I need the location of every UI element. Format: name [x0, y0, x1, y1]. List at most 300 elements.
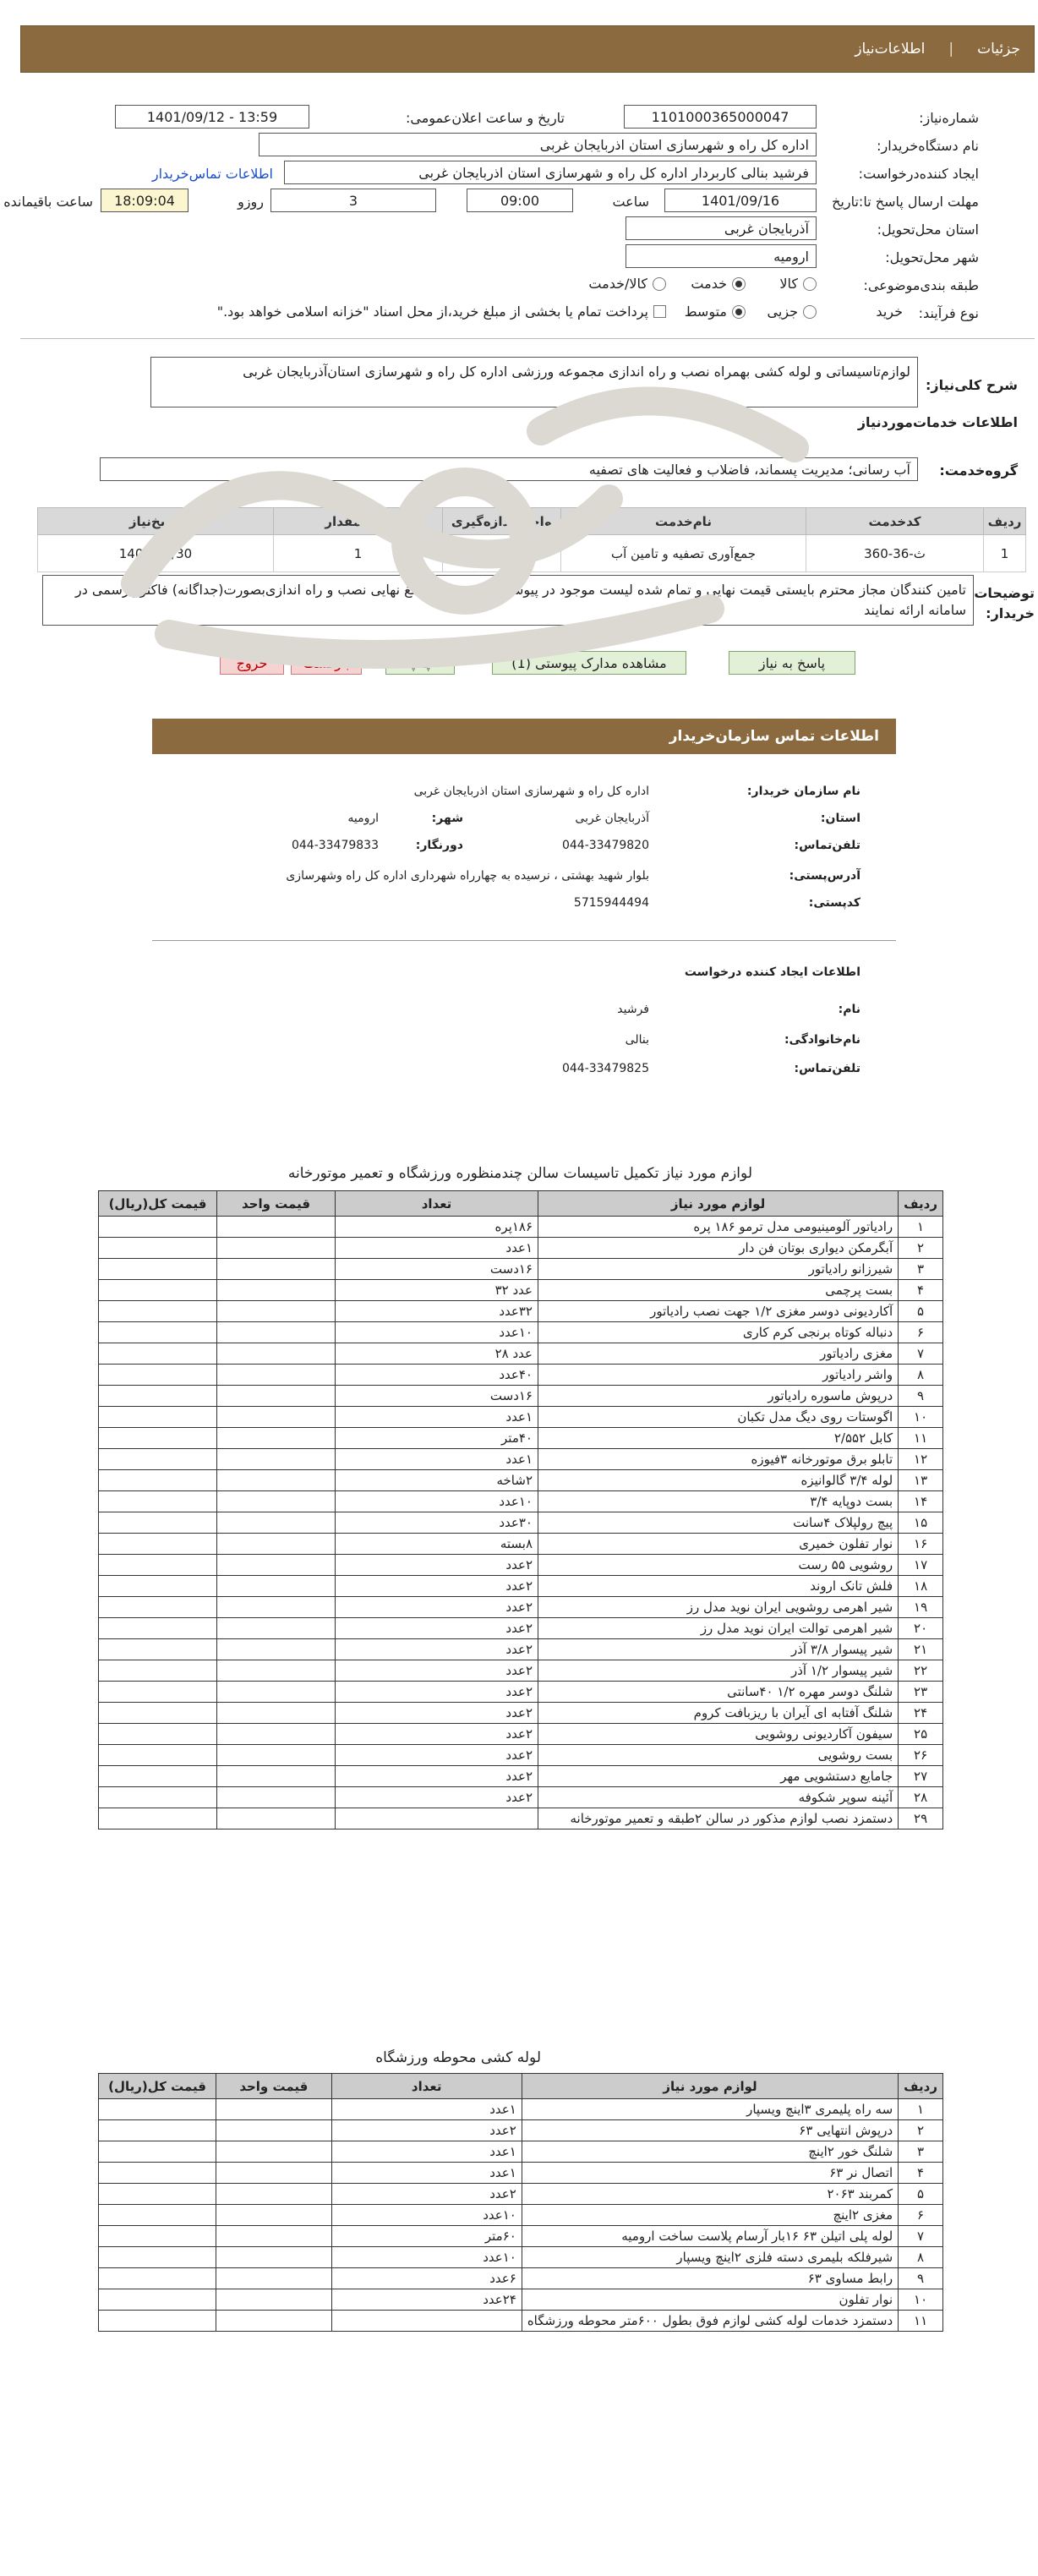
- cell-unit: پروژه: [443, 535, 561, 572]
- cell-need-date: 1401/09/30: [38, 535, 274, 572]
- sheet2-row: [99, 2163, 943, 2184]
- sheet1-cell-row-number: ۱۲: [899, 1449, 943, 1470]
- sheet1-cell-item: بست پرچمی: [538, 1280, 899, 1301]
- sheet1-cell-total-price: [99, 1449, 217, 1470]
- sheet2-cell-total-price: [99, 2205, 216, 2226]
- sheet1-cell-quantity: ۲عدد: [336, 1787, 538, 1808]
- sheet1-cell-row-number: ۲۵: [899, 1724, 943, 1745]
- sheet1-cell-row-number: ۱۳: [899, 1470, 943, 1491]
- radio-medium[interactable]: [732, 305, 746, 319]
- sheet1-cell-total-price: [99, 1217, 217, 1238]
- sheet1-cell-unit-price: [217, 1703, 336, 1724]
- sheet1-cell-item: سیفون آکاردیونی روشویی: [538, 1724, 899, 1745]
- sheet1-cell-item: روشویی ۵۵ رست: [538, 1555, 899, 1576]
- sheet1-cell-item: شیرزانو رادیاتور: [538, 1259, 899, 1280]
- sheet2-cell-item: شیرفلکه بلیمری دسته فلزی ۲اینچ ویسپار: [522, 2247, 898, 2268]
- sheet1-row: [99, 1703, 943, 1724]
- remaining-label: ساعت باقیمانده: [3, 194, 93, 210]
- services-heading: اطلاعات خدمات‌موردنیاز: [857, 414, 1018, 430]
- sheet1-cell-unit-price: [217, 1428, 336, 1449]
- sheet1-row: [99, 1386, 943, 1407]
- sheet1-cell-quantity: ۳۲عدد: [336, 1301, 538, 1322]
- sheet1-cell-total-price: [99, 1386, 217, 1407]
- sheet1-row: [99, 1639, 943, 1660]
- sheet2-cell-quantity: ۱عدد: [331, 2163, 522, 2184]
- sheet1-cell-unit-price: [217, 1322, 336, 1343]
- sheet1-cell-row-number: ۷: [899, 1343, 943, 1365]
- sheet1-cell-quantity: ۲عدد: [336, 1618, 538, 1639]
- sheet1-cell-row-number: ۱۸: [899, 1576, 943, 1597]
- sheet1-cell-unit-price: [217, 1534, 336, 1555]
- sheet1-cell-unit-price: [217, 1576, 336, 1597]
- top-nav-bar: [20, 25, 1035, 73]
- sheet2-row: [99, 2099, 943, 2120]
- buyer-field: اداره کل راه و شهرسازی استان اذربایجان غربی: [259, 133, 817, 156]
- sheet2-cell-row-number: ۲: [899, 2120, 943, 2141]
- contact-address-value: بلوار شهید بهشتی ، نرسیده به چهارراه شهرداری اداره کل راه وشهرسازی: [286, 869, 649, 883]
- sheet2-row: [99, 2247, 943, 2268]
- category-label: طبقه بندی‌موضوعی:: [863, 277, 979, 293]
- notes-text: تامین کنندگان مجاز محترم بایستی قیمت نهایی و تمام شده لیست موجود در پیوست را به همراه مبلغ نهایی نصب و راه اندازی‌بصورت(جداگانه) فاکتور رسمی در سامانه ارائه نمایند: [42, 575, 974, 626]
- sheet1-cell-item: آئینه سوپر شکوفه: [538, 1787, 899, 1808]
- province-label: استان محل‌تحویل:: [877, 222, 979, 238]
- sheet2-cell-row-number: ۱۰: [899, 2289, 943, 2311]
- radio-minor[interactable]: [803, 305, 817, 319]
- sheet1-cell-row-number: ۱۵: [899, 1512, 943, 1534]
- sheet1-row: [99, 1217, 943, 1238]
- sheet1-cell-total-price: [99, 1407, 217, 1428]
- contact-phone-value: 044-33479820: [561, 839, 649, 852]
- sheet1-cell-quantity: ۲عدد: [336, 1724, 538, 1745]
- col-row: ردیف: [984, 508, 1026, 535]
- sheet1-cell-row-number: ۱۰: [899, 1407, 943, 1428]
- announce-date-field: 1401/09/12 - 13:59: [115, 105, 309, 129]
- sheet2-cell-row-number: ۹: [899, 2268, 943, 2289]
- days-label: روزو: [238, 194, 264, 210]
- table-row[interactable]: [38, 535, 1026, 572]
- sheet1-cell-row-number: ۴: [899, 1280, 943, 1301]
- sheet1-cell-row-number: ۲۳: [899, 1682, 943, 1703]
- sheet1-cell-unit-price: [217, 1682, 336, 1703]
- requester-heading: اطلاعات ایجاد کننده درخواست: [684, 965, 860, 979]
- sheet1-cell-unit-price: [217, 1449, 336, 1470]
- sheet1-cell-total-price: [99, 1682, 217, 1703]
- summary-text: لوازم‌تاسیساتی و لوله کشی بهمراه نصب و راه اندازی مجموعه ورزشی اداره کل راه و شهرسازی استان‌آذربایجان غربی: [150, 357, 918, 407]
- sheet1-cell-unit-price: [217, 1491, 336, 1512]
- sheet1-cell-item: دنباله کوتاه برنجی کرم کاری: [538, 1322, 899, 1343]
- sheet1-cell-quantity: ۱۰عدد: [336, 1322, 538, 1343]
- sheet2-cell-row-number: ۳: [899, 2141, 943, 2163]
- sheet1-row: [99, 1512, 943, 1534]
- sheet1-cell-item: شیر پیسوار ۱/۲ آذر: [538, 1660, 899, 1682]
- sheet2-cell-total-price: [99, 2099, 216, 2120]
- sheet1-row: [99, 1407, 943, 1428]
- sheet1-cell-row-number: ۹: [899, 1386, 943, 1407]
- sheet1-cell-total-price: [99, 1639, 217, 1660]
- sheet2-cell-total-price: [99, 2184, 216, 2205]
- need-number-field: 1101000365000047: [624, 105, 817, 129]
- sheet1-cell-quantity: عدد ۳۲: [336, 1280, 538, 1301]
- sheet2-cell-unit-price: [216, 2141, 331, 2163]
- sheet2-row: [99, 2184, 943, 2205]
- service-group-field: آب رسانی؛ مدیریت پسماند، فاضلاب و فعالیت های تصفیه: [100, 457, 918, 481]
- sheet1-cell-quantity: ۴۰عدد: [336, 1365, 538, 1386]
- contact-city-value: ارومیه: [347, 812, 379, 825]
- category-option-goods[interactable]: کالا: [779, 276, 817, 292]
- sheet1-col-unit-price: قیمت واحد: [217, 1191, 336, 1217]
- sheet1-row: [99, 1343, 943, 1365]
- sheet2-cell-total-price: [99, 2268, 216, 2289]
- process-label: نوع فرآیند:: [918, 305, 979, 321]
- sheet1-cell-item: بست دوپایه ۳/۴: [538, 1491, 899, 1512]
- sheet1-row: [99, 1470, 943, 1491]
- sheet1-cell-quantity: ۱۶دست: [336, 1259, 538, 1280]
- sheet1-cell-row-number: ۲۸: [899, 1787, 943, 1808]
- sheet2-cell-total-price: [99, 2163, 216, 2184]
- sheet2-title: لوله کشی محوطه ورزشگاه: [375, 2049, 541, 2066]
- process-option-medium[interactable]: متوسط: [685, 304, 746, 320]
- sheet1-cell-row-number: ۲۰: [899, 1618, 943, 1639]
- deadline-time-label: ساعت: [612, 194, 649, 210]
- sheet1-col-total-price: قیمت کل(ریال): [99, 1191, 217, 1217]
- process-option-minor[interactable]: جزیی: [767, 304, 817, 320]
- sheet1-cell-row-number: ۳: [899, 1259, 943, 1280]
- org-label: نام سازمان‌ خریدار:: [746, 785, 860, 798]
- remaining-time-field: 18:09:04: [101, 189, 188, 212]
- sheet2-cell-unit-price: [216, 2311, 331, 2332]
- sheet1-cell-quantity: ۸بسته: [336, 1534, 538, 1555]
- sheet1-cell-quantity: ۲عدد: [336, 1766, 538, 1787]
- sheet2-cell-row-number: ۷: [899, 2226, 943, 2247]
- sheet1-row: [99, 1322, 943, 1343]
- reply-button[interactable]: پاسخ به نیاز: [729, 651, 855, 675]
- sheet1-cell-row-number: ۵: [899, 1301, 943, 1322]
- sheet2-cell-item: سه راه پلیمری ۳اینچ ویسپار: [522, 2099, 898, 2120]
- buyer-contact-link[interactable]: اطلاعات تماس‌خریدار: [151, 166, 273, 182]
- creator-field: فرشید بنالی کاربردار اداره کل راه و شهرسازی استان اذربایجان غربی: [284, 161, 817, 184]
- contact-fax-label: دورنگار:: [415, 839, 463, 852]
- sheet1-cell-row-number: ۱۹: [899, 1597, 943, 1618]
- payment-treasury-option[interactable]: پرداخت تمام یا بخشی از مبلغ خرید،از محل اسناد "خزانه اسلامی خواهد بود.": [217, 304, 666, 320]
- sheet1-cell-unit-price: [217, 1597, 336, 1618]
- sheet2-cell-item: کمربند ۲۰۶۳: [522, 2184, 898, 2205]
- sheet1-cell-row-number: ۲۲: [899, 1660, 943, 1682]
- sheet1-cell-item: آبگرمکن دیواری بوتان فن دار: [538, 1238, 899, 1259]
- sheet2-cell-quantity: [331, 2311, 522, 2332]
- sheet1-cell-quantity: ۲عدد: [336, 1597, 538, 1618]
- sheet2-cell-unit-price: [216, 2163, 331, 2184]
- sheet1-cell-item: اگوستات روی دیگ مدل تکبان: [538, 1407, 899, 1428]
- contact-postal-label: کد‌پستی:: [808, 896, 860, 910]
- sheet1-cell-total-price: [99, 1766, 217, 1787]
- sheet1-row: [99, 1618, 943, 1639]
- sheet1-cell-item: رادیاتور آلومینیومی مدل ترمو ۱۸۶ پره: [538, 1217, 899, 1238]
- sheet2-row: [99, 2226, 943, 2247]
- sheet1-row: [99, 1534, 943, 1555]
- sheet2-row: [99, 2289, 943, 2311]
- sheet1-cell-unit-price: [217, 1301, 336, 1322]
- sheet1-cell-unit-price: [217, 1787, 336, 1808]
- divider: [20, 338, 1035, 339]
- view-attachments-button[interactable]: مشاهده مدارک پیوستی (1): [492, 651, 686, 675]
- sheet1-cell-row-number: ۱۱: [899, 1428, 943, 1449]
- scanned-attachment: [101, 1165, 964, 2555]
- sheet1-cell-row-number: ۲۶: [899, 1745, 943, 1766]
- sheet1-cell-quantity: ۳۰عدد: [336, 1512, 538, 1534]
- sheet1-cell-unit-price: [217, 1808, 336, 1829]
- sheet1-cell-item: تابلو برق موتورخانه ۳فیوزه: [538, 1449, 899, 1470]
- sheet1-cell-unit-price: [217, 1639, 336, 1660]
- sheet1-cell-unit-price: [217, 1386, 336, 1407]
- sheet1-cell-item: شلنگ آفتابه ای آیران با ریزبافت کروم: [538, 1703, 899, 1724]
- sheet2-cell-quantity: ۱عدد: [331, 2099, 522, 2120]
- sheet2-col-row: ردیف: [899, 2074, 943, 2099]
- sheet1-cell-total-price: [99, 1428, 217, 1449]
- sheet2-cell-item: دستمزد خدمات لوله کشی لوازم فوق بطول ۶۰۰متر محوطه ورزشگاه: [522, 2311, 898, 2332]
- sheet1-cell-row-number: ۱۶: [899, 1534, 943, 1555]
- cell-service-code: ث-36-360: [806, 535, 984, 572]
- sheet2-col-total-price: قیمت کل(ریال): [99, 2074, 216, 2099]
- sheet1-cell-quantity: ۲عدد: [336, 1745, 538, 1766]
- radio-goods[interactable]: [803, 277, 817, 291]
- city-label: شهر محل‌تحویل:: [885, 249, 979, 265]
- sheet2-col-qty: تعداد: [331, 2074, 522, 2099]
- sheet2-cell-item: شلنگ خور ۲اینچ: [522, 2141, 898, 2163]
- sheet1-row: [99, 1365, 943, 1386]
- sheet1-cell-item: واشر رادیاتور: [538, 1365, 899, 1386]
- back-button[interactable]: بازگشت: [291, 651, 362, 675]
- sheet1-row: [99, 1787, 943, 1808]
- sheet1-cell-unit-price: [217, 1407, 336, 1428]
- sheet2-cell-row-number: ۸: [899, 2247, 943, 2268]
- sheet1-cell-unit-price: [217, 1280, 336, 1301]
- sheet1-cell-quantity: ۲عدد: [336, 1660, 538, 1682]
- payment-checkbox[interactable]: [653, 305, 666, 318]
- sheet2-cell-quantity: ۱۰عدد: [331, 2247, 522, 2268]
- sheet2-cell-total-price: [99, 2289, 216, 2311]
- sheet1-cell-total-price: [99, 1259, 217, 1280]
- sheet1-cell-total-price: [99, 1365, 217, 1386]
- sheet1-cell-quantity: ۲عدد: [336, 1682, 538, 1703]
- buyer-label: نام دستگاه‌خریدار:: [877, 138, 979, 154]
- need-number-label: شماره‌نیاز:: [919, 110, 979, 126]
- sheet2-cell-total-price: [99, 2247, 216, 2268]
- sheet1-cell-unit-price: [217, 1618, 336, 1639]
- radio-service[interactable]: [732, 277, 746, 291]
- sheet1-cell-item: بست روشویی: [538, 1745, 899, 1766]
- process-option-purchase: خرید: [876, 304, 903, 320]
- print-button[interactable]: چاپ: [385, 651, 455, 675]
- sheet2-cell-quantity: ۱عدد: [331, 2141, 522, 2163]
- sheet1-row: [99, 1428, 943, 1449]
- sheet1-cell-quantity: ۲عدد: [336, 1576, 538, 1597]
- sheet2-cell-item: مغزی ۲اینچ: [522, 2205, 898, 2226]
- sheet1-cell-unit-price: [217, 1259, 336, 1280]
- sheet1-cell-total-price: [99, 1343, 217, 1365]
- sheet1-cell-item: درپوش ماسوره رادیاتور: [538, 1386, 899, 1407]
- sheet1-cell-quantity: ۴۰متر: [336, 1428, 538, 1449]
- requester-name-value: فرشید: [617, 1003, 649, 1016]
- sheet1-cell-total-price: [99, 1555, 217, 1576]
- nav-need-info-link[interactable]: اطلاعات‌نیاز: [855, 41, 926, 57]
- sheet1-cell-quantity: ۱۶دست: [336, 1386, 538, 1407]
- city-field: ارومیه: [626, 244, 817, 268]
- sheet1-row: [99, 1660, 943, 1682]
- sheet1-cell-row-number: ۲۴: [899, 1703, 943, 1724]
- sheet1-cell-quantity: ۱عدد: [336, 1449, 538, 1470]
- sheet1-cell-item: فلش تانک اروند: [538, 1576, 899, 1597]
- sheet2-cell-unit-price: [216, 2268, 331, 2289]
- sheet1-cell-total-price: [99, 1512, 217, 1534]
- sheet2-cell-quantity: ۲عدد: [331, 2184, 522, 2205]
- contact-heading: اطلاعات تماس سازمان‌خریدار: [152, 719, 896, 754]
- sheet1-cell-item: شیر پیسوار ۳/۸ آذر: [538, 1639, 899, 1660]
- creator-label: ایجاد کننده‌درخواست:: [858, 166, 979, 182]
- radio-goods-service[interactable]: [653, 277, 666, 291]
- sheet1-row: [99, 1745, 943, 1766]
- sheet1-cell-row-number: ۲۱: [899, 1639, 943, 1660]
- sheet1-cell-item: دستمزد نصب لوازم مذکور در سالن ۲طبقه و تعمیر موتورخانه: [538, 1808, 899, 1829]
- sheet2-cell-item: اتصال نر ۶۳: [522, 2163, 898, 2184]
- sheet1-cell-quantity: ۲عدد: [336, 1555, 538, 1576]
- sheet1-col-qty: تعداد: [336, 1191, 538, 1217]
- sheet1-cell-total-price: [99, 1597, 217, 1618]
- sheet1-cell-quantity: ۱عدد: [336, 1238, 538, 1259]
- requester-family-value: بنالی: [625, 1033, 649, 1047]
- sheet2-cell-item: نوار تفلون: [522, 2289, 898, 2311]
- sheet1-cell-item: شلنگ دوسر مهره ۱/۲ ۴۰سانتی: [538, 1682, 899, 1703]
- sheet2-row: [99, 2268, 943, 2289]
- sheet2-row: [99, 2141, 943, 2163]
- sheet1-cell-unit-price: [217, 1766, 336, 1787]
- sheet1-table: [98, 1190, 943, 1829]
- sheet1-cell-quantity: ۲شاخه: [336, 1470, 538, 1491]
- sheet2-cell-row-number: ۶: [899, 2205, 943, 2226]
- col-unit: واحد اندازه‌گیری: [443, 508, 561, 535]
- sheet2-cell-total-price: [99, 2141, 216, 2163]
- summary-label: شرح کلی‌نیاز:: [926, 377, 1018, 393]
- sheet2-row: [99, 2311, 943, 2332]
- sheet2-cell-row-number: ۱: [899, 2099, 943, 2120]
- sheet1-cell-unit-price: [217, 1745, 336, 1766]
- sheet1-cell-quantity: ۱۰عدد: [336, 1491, 538, 1512]
- sheet2-col-unit-price: قیمت واحد: [216, 2074, 331, 2099]
- sheet1-cell-total-price: [99, 1618, 217, 1639]
- category-option-goods-service[interactable]: کالا/خدمت: [588, 276, 666, 292]
- sheet1-cell-quantity: ۲عدد: [336, 1703, 538, 1724]
- sheet1-cell-row-number: ۲۷: [899, 1766, 943, 1787]
- sheet2-cell-row-number: ۴: [899, 2163, 943, 2184]
- category-option-service[interactable]: خدمت: [691, 276, 746, 292]
- sheet1-cell-row-number: ۸: [899, 1365, 943, 1386]
- service-group-label: گروه‌خدمت:: [939, 462, 1018, 479]
- days-field: 3: [270, 189, 436, 212]
- sheet1-row: [99, 1766, 943, 1787]
- contact-province-label: استان:: [820, 812, 860, 825]
- sheet1-cell-row-number: ۲: [899, 1238, 943, 1259]
- sheet1-cell-total-price: [99, 1534, 217, 1555]
- sheet1-cell-total-price: [99, 1787, 217, 1808]
- sheet1-cell-item: نوار تفلون خمیری: [538, 1534, 899, 1555]
- sheet1-cell-item: لوله ۳/۴ گالوانیزه: [538, 1470, 899, 1491]
- sheet1-cell-item: آکاردیونی دوسر مغزی ۱/۲ جهت نصب رادیاتور: [538, 1301, 899, 1322]
- sheet1-cell-unit-price: [217, 1555, 336, 1576]
- sheet1-cell-total-price: [99, 1470, 217, 1491]
- sheet2-cell-quantity: ۲۴عدد: [331, 2289, 522, 2311]
- sheet2-cell-quantity: ۶۰متر: [331, 2226, 522, 2247]
- sheet1-cell-unit-price: [217, 1238, 336, 1259]
- contact-address-label: آدرس‌پستی:: [789, 869, 860, 883]
- contact-divider: [152, 940, 896, 941]
- province-field: آذربایجان غربی: [626, 216, 817, 240]
- contact-phone-label: تلفن‌تماس:: [794, 839, 860, 852]
- sheet1-row: [99, 1576, 943, 1597]
- announce-label: تاریخ و ساعت اعلان‌عمومی:: [405, 110, 565, 126]
- requester-phone-value: 044-33479825: [561, 1062, 649, 1075]
- sheet1-cell-unit-price: [217, 1512, 336, 1534]
- sheet2-cell-total-price: [99, 2120, 216, 2141]
- sheet1-cell-row-number: ۱۴: [899, 1491, 943, 1512]
- sheet2-cell-total-price: [99, 2226, 216, 2247]
- sheet1-cell-total-price: [99, 1280, 217, 1301]
- sheet1-cell-item: جامایع دستشویی مهر: [538, 1766, 899, 1787]
- deadline-time-field: 09:00: [467, 189, 573, 212]
- sheet1-cell-total-price: [99, 1576, 217, 1597]
- sheet1-row: [99, 1555, 943, 1576]
- sheet1-col-item: لوازم مورد نیاز: [538, 1191, 899, 1217]
- cell-quantity: 1: [274, 535, 443, 572]
- notes-label: توضیحات خریدار:: [974, 585, 1035, 621]
- sheet1-cell-unit-price: [217, 1217, 336, 1238]
- deadline-label: مهلت ارسال پاسخ تا:تاریخ: [832, 194, 979, 210]
- contact-fax-value: 044-33479833: [291, 839, 379, 852]
- sheet1-cell-item: مغزی رادیاتور: [538, 1343, 899, 1365]
- nav-details-link[interactable]: جزئیات: [977, 41, 1020, 57]
- sheet2-cell-unit-price: [216, 2099, 331, 2120]
- sheet1-row: [99, 1259, 943, 1280]
- sheet1-cell-unit-price: [217, 1470, 336, 1491]
- sheet1-cell-total-price: [99, 1660, 217, 1682]
- sheet2-row: [99, 2205, 943, 2226]
- sheet2-cell-row-number: ۵: [899, 2184, 943, 2205]
- sheet1-row: [99, 1491, 943, 1512]
- sheet1-cell-total-price: [99, 1322, 217, 1343]
- sheet1-title: لوازم مورد نیاز تکمیل تاسیسات سالن چندمنظوره ورزشگاه و تعمیر موتورخانه: [287, 1165, 752, 1182]
- sheet2-col-item: لوازم مورد نیاز: [522, 2074, 898, 2099]
- requester-name-label: نام:: [838, 1003, 860, 1016]
- services-table: [37, 507, 1026, 572]
- sheet1-row: [99, 1449, 943, 1470]
- contact-postal-value: 5715944494: [573, 896, 649, 910]
- sheet1-cell-total-price: [99, 1724, 217, 1745]
- sheet2-cell-item: درپوش انتهایی ۶۳: [522, 2120, 898, 2141]
- exit-button[interactable]: خروج: [220, 651, 284, 675]
- sheet2-cell-item: رابط مساوی ۶۳: [522, 2268, 898, 2289]
- sheet1-row: [99, 1280, 943, 1301]
- sheet1-cell-row-number: ۲۹: [899, 1808, 943, 1829]
- sheet2-table: [98, 2073, 943, 2332]
- sheet1-row: [99, 1238, 943, 1259]
- sheet2-cell-unit-price: [216, 2205, 331, 2226]
- sheet1-row: [99, 1597, 943, 1618]
- sheet1-row: [99, 1301, 943, 1322]
- sheet1-cell-total-price: [99, 1745, 217, 1766]
- sheet1-cell-unit-price: [217, 1343, 336, 1365]
- sheet2-cell-unit-price: [216, 2184, 331, 2205]
- sheet1-cell-row-number: ۶: [899, 1322, 943, 1343]
- sheet1-cell-total-price: [99, 1703, 217, 1724]
- sheet2-cell-unit-price: [216, 2226, 331, 2247]
